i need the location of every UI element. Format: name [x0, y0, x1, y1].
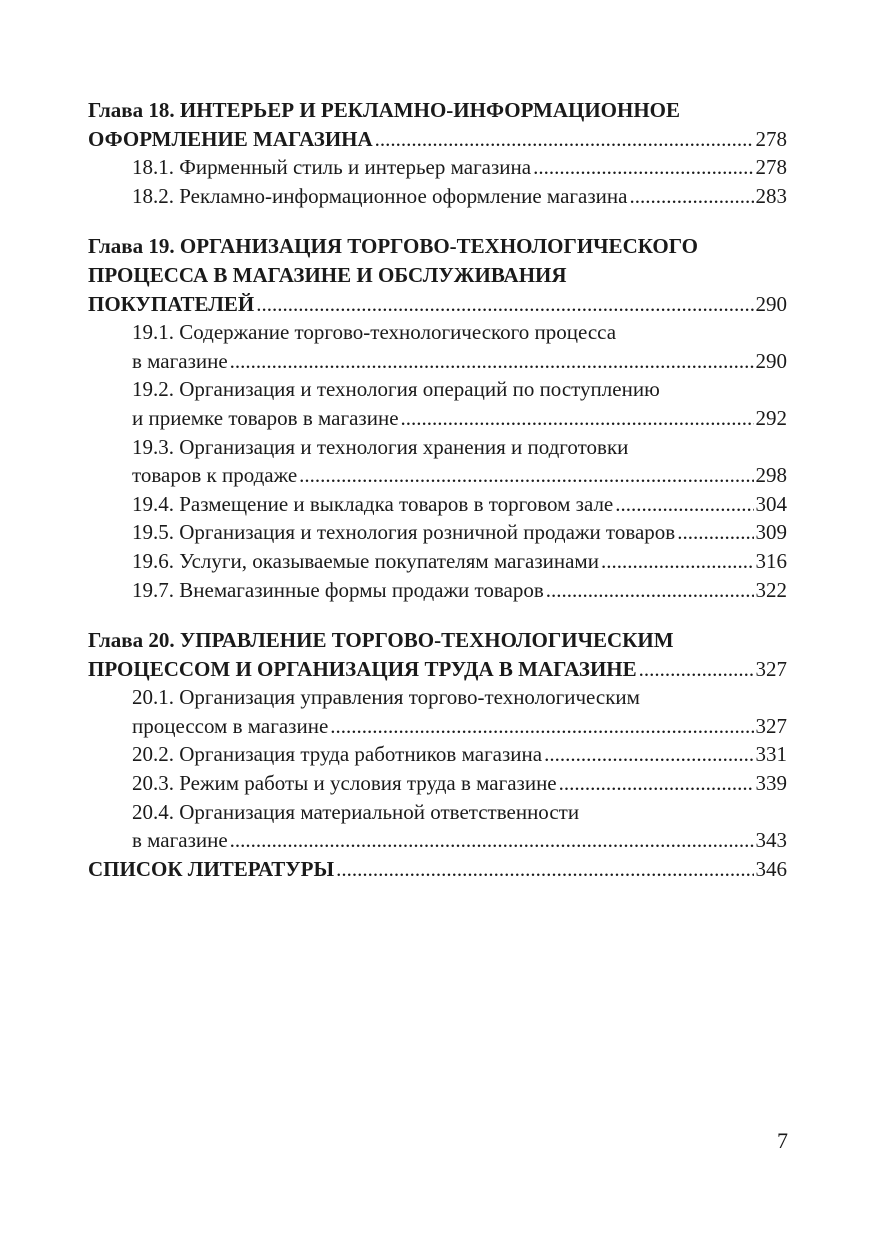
table-of-contents [88, 96, 787, 883]
page-ref: 290 [755, 291, 787, 316]
dot-leader [677, 518, 753, 547]
page-ref: 298 [755, 463, 787, 488]
chapter-heading-line [88, 96, 787, 125]
dot-leader [639, 655, 754, 684]
chapter-heading-text: Глава 18. ИНТЕРЬЕР И РЕКЛАМНО-ИНФОРМАЦИОННОЕ [88, 98, 681, 122]
section-entry-19-3[interactable] [88, 461, 787, 490]
section-title: 19.6. Услуги, оказываемые покупателям магазинами [132, 548, 599, 573]
section-entry-19-6[interactable] [88, 547, 787, 576]
chapter-heading-text: ОФОРМЛЕНИЕ МАГАЗИНА [88, 126, 373, 151]
dot-leader [256, 290, 753, 319]
section-entry-19-5[interactable] [88, 518, 787, 547]
section-title: в магазине [132, 348, 228, 373]
dot-leader [299, 461, 753, 490]
section-title: в магазине [132, 828, 228, 853]
chapter-heading-text: ПРОЦЕССОМ И ОРГАНИЗАЦИЯ ТРУДА В МАГАЗИНЕ [88, 656, 637, 681]
chapter-heading-text: Глава 19. ОРГАНИЗАЦИЯ ТОРГОВО-ТЕХНОЛОГИЧЕСКОГО [88, 234, 698, 259]
section-entry-19-2[interactable] [88, 404, 787, 433]
section-title-line [88, 318, 787, 347]
chapter-heading-entry[interactable] [88, 655, 787, 684]
section-entry-20-1[interactable] [88, 712, 787, 741]
chapter-heading-entry[interactable] [88, 290, 787, 319]
section-entry-20-4[interactable] [88, 826, 787, 855]
section-title-line [88, 798, 787, 827]
section-title: 19.1. Содержание торгово-технологического процесса [132, 320, 617, 345]
section-title: 19.2. Организация и технология операций по поступлению [132, 377, 660, 402]
section-title: 20.4. Организация материальной ответственности [132, 799, 580, 824]
page-ref: 292 [755, 405, 787, 430]
section-entry-19-7[interactable] [88, 576, 787, 605]
chapter-heading-text: Глава 20. УПРАВЛЕНИЕ ТОРГОВО-ТЕХНОЛОГИЧЕСКИМ [88, 628, 674, 653]
chapter-19 [88, 232, 787, 604]
section-title: 19.3. Организация и технология хранения и подготовки [132, 434, 629, 459]
page-ref: 331 [755, 742, 787, 767]
dot-leader [629, 182, 753, 211]
section-title: 20.3. Режим работы и условия труда в магазине [132, 771, 557, 796]
section-title-line [88, 433, 787, 462]
page-ref: 339 [755, 771, 787, 796]
dot-leader [533, 153, 753, 182]
page-ref: 290 [755, 348, 787, 373]
dot-leader [559, 769, 754, 798]
chapter-heading-line [88, 232, 787, 261]
section-title: процессом в магазине [132, 713, 329, 738]
chapter-20 [88, 626, 787, 855]
section-entry-18-2[interactable] [88, 182, 787, 211]
section-entry-19-1[interactable] [88, 347, 787, 376]
chapter-heading-line [88, 626, 787, 655]
dot-leader [375, 125, 754, 154]
page-ref: 322 [755, 577, 787, 602]
dot-leader [544, 740, 753, 769]
page-ref: 327 [755, 656, 787, 681]
section-title: 19.4. Размещение и выкладка товаров в торговом зале [132, 491, 614, 516]
page-number: 7 [777, 1128, 788, 1153]
dot-leader [230, 826, 754, 855]
chapter-heading-line [88, 261, 787, 290]
dot-leader [330, 712, 753, 741]
dot-leader [601, 547, 754, 576]
page-ref: 327 [755, 713, 787, 738]
section-title: 18.2. Рекламно-информационное оформление магазина [132, 183, 628, 208]
page-ref: 343 [755, 828, 787, 853]
section-entry-19-4[interactable] [88, 490, 787, 519]
bibliography-entry[interactable] [88, 855, 787, 884]
dot-leader [230, 347, 754, 376]
page-ref: 304 [755, 491, 787, 516]
section-title-line [88, 375, 787, 404]
dot-leader [546, 576, 754, 605]
section-title: 19.5. Организация и технология розничной продажи товаров [132, 520, 676, 545]
section-title: 18.1. Фирменный стиль и интерьер магазина [132, 155, 532, 180]
dot-leader [336, 855, 753, 884]
section-title: 20.1. Организация управления торгово-технологическим [132, 685, 640, 710]
section-title-line [88, 683, 787, 712]
page-ref: 346 [755, 856, 787, 881]
section-title: товаров к продаже [132, 463, 298, 488]
section-entry-20-3[interactable] [88, 769, 787, 798]
chapter-18 [88, 96, 787, 210]
page-ref: 309 [755, 520, 787, 545]
dot-leader [615, 490, 753, 519]
page-ref: 278 [755, 126, 787, 151]
dot-leader [401, 404, 754, 433]
page-ref: 278 [755, 155, 787, 180]
bibliography-label: СПИСОК ЛИТЕРАТУРЫ [88, 856, 335, 881]
section-entry-18-1[interactable] [88, 153, 787, 182]
chapter-heading-entry[interactable] [88, 125, 787, 154]
chapter-heading-text: ПРОЦЕССА В МАГАЗИНЕ И ОБСЛУЖИВАНИЯ [88, 262, 567, 287]
section-title: и приемке товаров в магазине [132, 405, 399, 430]
section-title: 19.7. Внемагазинные формы продажи товаров [132, 577, 544, 602]
chapter-heading-text: ПОКУПАТЕЛЕЙ [88, 291, 255, 316]
page-ref: 283 [755, 183, 787, 208]
section-title: 20.2. Организация труда работников магазина [132, 742, 543, 767]
page-ref: 316 [755, 548, 787, 573]
section-entry-20-2[interactable] [88, 740, 787, 769]
